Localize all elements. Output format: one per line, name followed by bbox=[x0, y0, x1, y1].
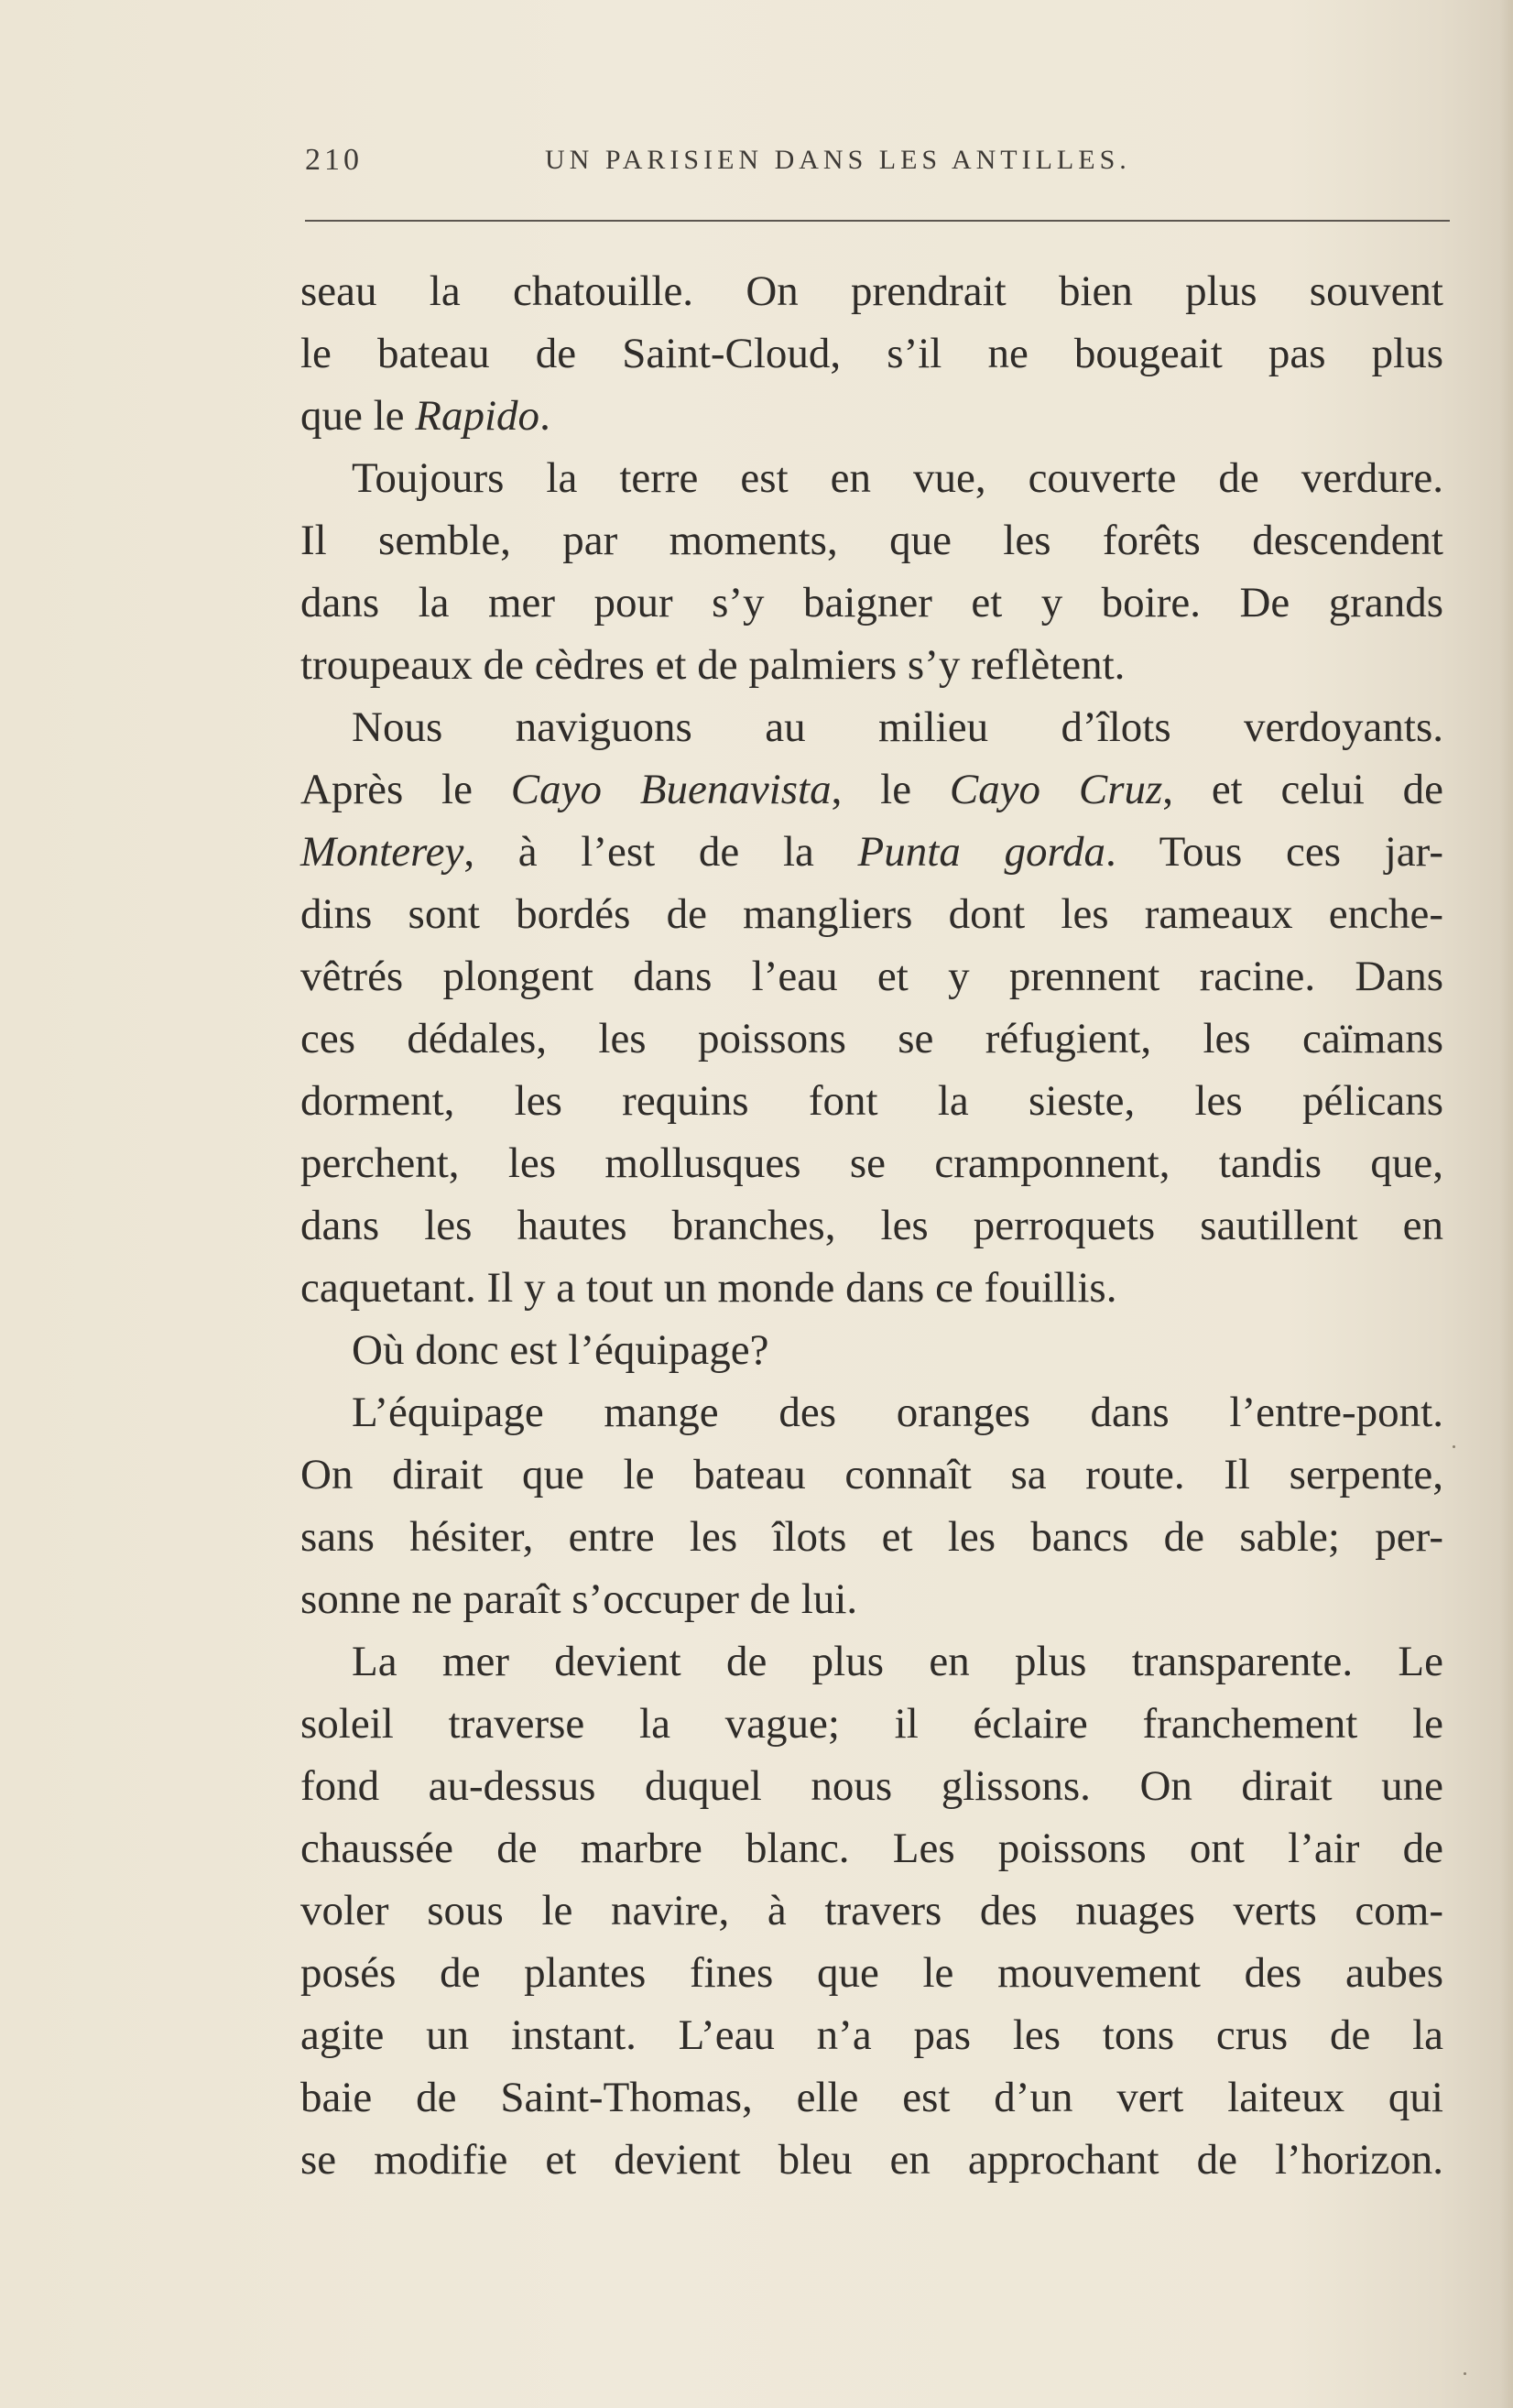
paper-speck bbox=[1464, 2372, 1466, 2375]
text-line: sonne ne paraît s’occuper de lui. bbox=[300, 1575, 858, 1623]
place-name: Monterey bbox=[300, 828, 464, 876]
text-line: se modifie et devient bleu en approchant de l’horizon. bbox=[300, 2136, 1443, 2184]
place-name: Cayo Buenavista bbox=[510, 766, 832, 813]
place-name: Punta gorda bbox=[857, 828, 1106, 876]
ship-name: Rapido bbox=[415, 392, 540, 440]
text-line: dans les hautes branches, les perroquets sautillent en bbox=[300, 1202, 1443, 1249]
text-line: dorment, les requins font la sieste, les pélicans bbox=[300, 1077, 1443, 1125]
text-line: La mer devient de plus en plus transparente. Le bbox=[352, 1638, 1443, 1685]
header-rule bbox=[305, 220, 1450, 222]
text-line: L’équipage mange des oranges dans l’entre-pont. bbox=[352, 1389, 1443, 1436]
text-line: Toujours la terre est en vue, couverte de verdure. bbox=[352, 454, 1443, 502]
text-line: vêtrés plongent dans l’eau et y prennent racine. Dans bbox=[300, 953, 1443, 1000]
text-line: seau la chatouille. On prendrait bien plus souvent bbox=[300, 267, 1443, 315]
text-line: ces dédales, les poissons se réfugient, les caïmans bbox=[300, 1015, 1443, 1062]
text-line: caquetant. Il y a tout un monde dans ce fouillis. bbox=[300, 1264, 1117, 1312]
place-name: Cayo Cruz bbox=[949, 766, 1163, 813]
text-line: Nous naviguons au milieu d’îlots verdoyants. bbox=[352, 703, 1443, 751]
text-line: On dirait que le bateau connaît sa route. Il serpente, bbox=[300, 1451, 1443, 1498]
text-line: voler sous le navire, à travers des nuages verts com- bbox=[300, 1887, 1443, 1934]
text-line: agite un instant. L’eau n’a pas les tons crus de la bbox=[300, 2011, 1443, 2059]
text-line: troupeaux de cèdres et de palmiers s’y reflètent. bbox=[300, 641, 1126, 689]
body-text bbox=[300, 260, 1443, 2191]
text-line: perchent, les mollusques se cramponnent, tandis que, bbox=[300, 1139, 1443, 1187]
text-line: fond au-dessus duquel nous glissons. On dirait une bbox=[300, 1762, 1443, 1810]
text-line: que le Rapido. bbox=[300, 392, 550, 440]
text-line: le bateau de Saint-Cloud, s’il ne bougeait pas plus bbox=[300, 330, 1443, 377]
text-line: Où donc est l’équipage? bbox=[352, 1326, 769, 1374]
text-line: Il semble, par moments, que les forêts descendent bbox=[300, 517, 1443, 564]
text-line: Après le Cayo Buenavista, le Cayo Cruz, et celui de bbox=[300, 766, 1444, 813]
text-line: dans la mer pour s’y baigner et y boire. De grands bbox=[300, 579, 1443, 627]
running-head bbox=[305, 136, 1450, 191]
text-line: soleil traverse la vague; il éclaire franchement le bbox=[300, 1700, 1443, 1748]
text-line: Monterey, à l’est de la Punta gorda. Tous ces jar- bbox=[300, 828, 1443, 876]
text-line: baie de Saint-Thomas, elle est d’un vert laiteux qui bbox=[300, 2074, 1443, 2121]
paper-speck bbox=[1453, 1445, 1455, 1448]
page-number: 210 bbox=[305, 143, 363, 177]
text-line: chaussée de marbre blanc. Les poissons ont l’air de bbox=[300, 1825, 1443, 1872]
text-line: dins sont bordés de mangliers dont les rameaux enche- bbox=[300, 890, 1443, 938]
text-line: sans hésiter, entre les îlots et les bancs de sable; per- bbox=[300, 1513, 1443, 1561]
text-line: posés de plantes fines que le mouvement des aubes bbox=[300, 1949, 1443, 1997]
page-edge-shadow bbox=[1500, 0, 1513, 2408]
running-title: UN PARISIEN DANS LES ANTILLES. bbox=[545, 145, 1131, 175]
